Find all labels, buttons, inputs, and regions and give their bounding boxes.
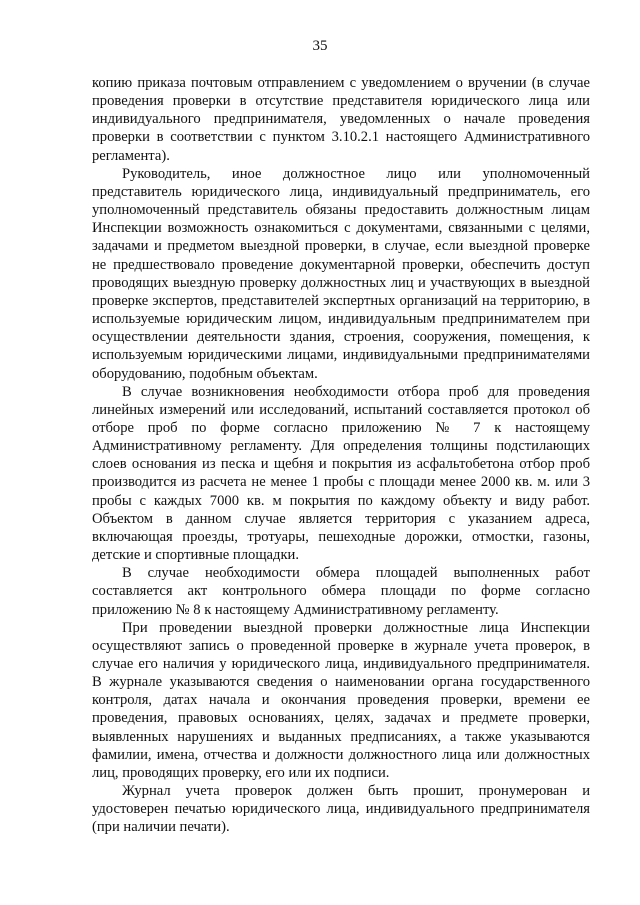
paragraph-1: копию приказа почтовым отправлением с уведомлением о вручении (в случае проведения проверки в отсутствие представителя юридического лица или индивидуального предпринимателя, уведомленных о начале проведения проверки в соответствии с пунктом 3.10.2.1 настоящего Административного регламента). [92,75,590,164]
paragraph-6: Журнал учета проверок должен быть прошит, пронумерован и удостоверен печатью юридического лица, индивидуального предпринимателя (при наличии печати). [92,783,590,836]
document-body [92,74,590,837]
page-number: 35 [312,38,328,54]
paragraph-5: При проведении выездной проверки должностные лица Инспекции осуществляют запись о проведенной проверке в журнале учета проверок, в случае его наличия у юридического лица, индивидуального предпринимателя. В журнале указываются сведения о наименовании органа государственного контроля, датах начала и окончания проведения проверки, времени ее проведения, правовых основаниях, целях, задачах и предмете проверки, выявленных нарушениях и выданных предписаниях, а также указываются фамилии, имена, отчества и должности должностного лица или должностных лиц, проводящих проверку, его или их подписи. [92,619,590,781]
paragraph-2: Руководитель, иное должностное лицо или уполномоченный представитель юридического лица, индивидуальный предприниматель, его уполномоченный представитель обязаны предоставить должностным лицам Инспекции возможность ознакомиться с документами, связанными с целями, задачами и предметом выездной проверки, в случае, если выездной проверке не предшествовало проведение документарной проверки, обеспечить доступ проводящих выездную проверку должностных лиц и участвующих в выездной проверке экспертов, представителей экспертных организаций на территорию, в используемые юридическим лицом, индивидуальным предпринимателем при осуществлении деятельности здания, строения, сооружения, помещения, к используемым юридическими лицами, индивидуальными предпринимателями оборудованию, подобным объектам. [92,165,590,382]
paragraph-4: В случае необходимости обмера площадей выполненных работ составляется акт контрольного обмера площади по форме согласно приложению № 8 к настоящему Административному регламенту. [92,565,590,618]
paragraph-3: В случае возникновения необходимости отбора проб для проведения линейных измерений или исследований, испытаний составляется протокол об отборе проб по форме согласно приложению № 7 к настоящему Административному регламенту. Для определения толщины подстилающих слоев основания из песка и щебня и покрытия из асфальтобетона отбор проб производится из расчета не менее 1 пробы с площади менее 2000 кв. м. или 3 пробы с каждых 7000 кв. м покрытия по каждому объекту и виду работ. Объектом в данном случае является территория с указанием адреса, включающая проезды, тротуары, пешеходные дорожки, отмостки, газоны, детские и спортивные площадки. [92,383,590,564]
